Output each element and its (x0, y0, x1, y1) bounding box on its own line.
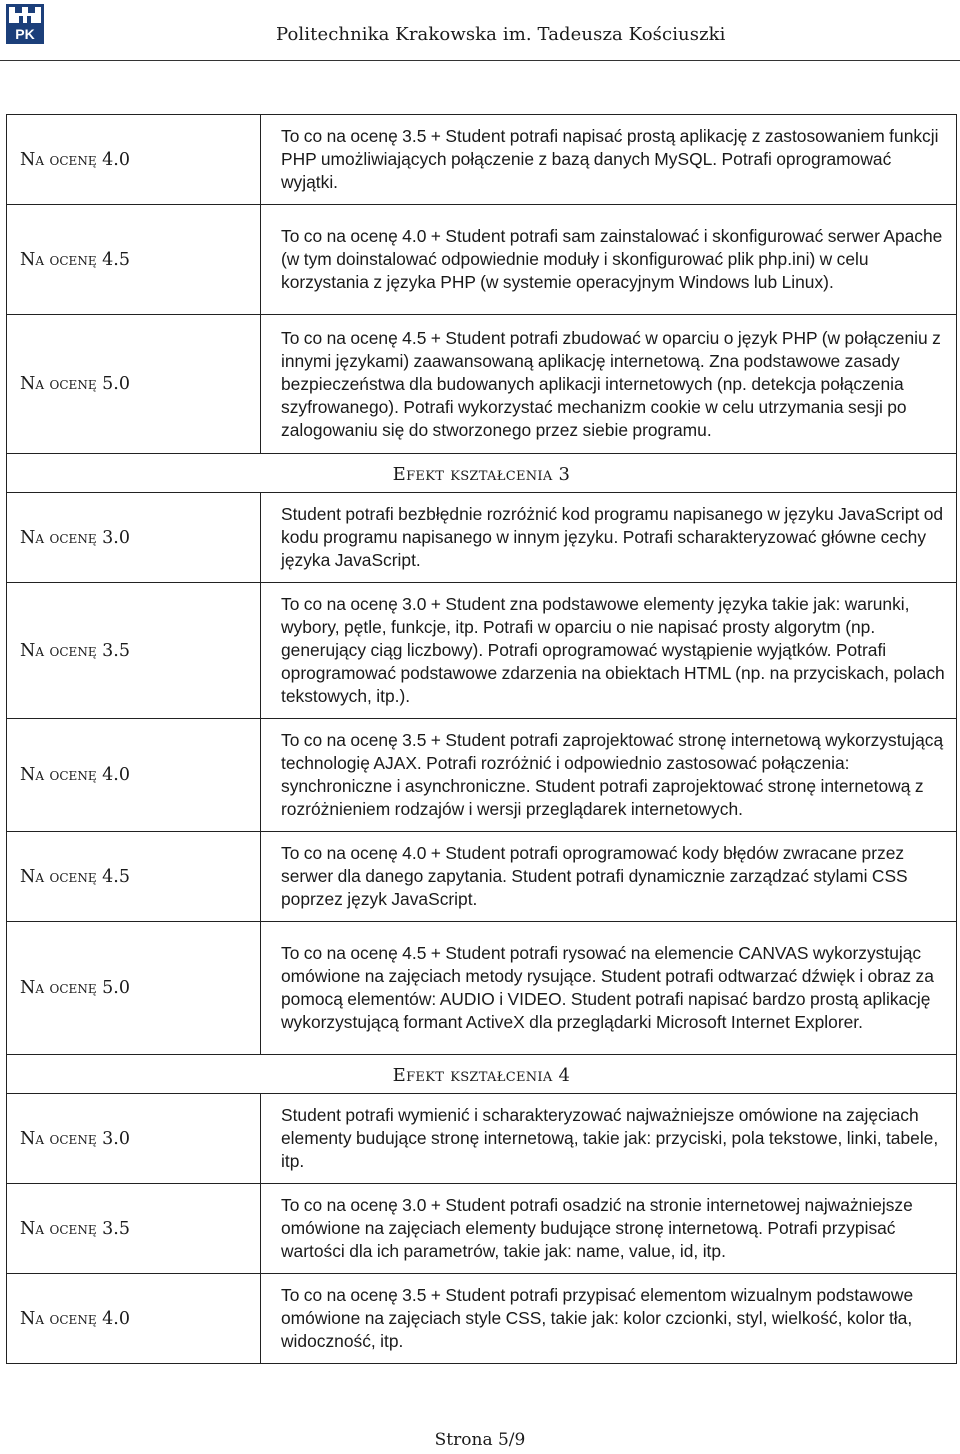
grade-label: Na ocenę 4.5 (7, 832, 261, 922)
grade-description: To co na ocenę 3.5 + Student potrafi napisać prostą aplikację z zastosowaniem funkcji PHP umożliwiających połączenie z bazą danych MySQL. Potrafi oprogramować wyjątki. (261, 115, 957, 205)
section-heading: Efekt kształcenia 3 (7, 454, 957, 493)
table-row (7, 1094, 957, 1184)
table-row (7, 315, 957, 454)
table-row (7, 922, 957, 1055)
header-title: Politechnika Krakowska im. Tadeusza Kościuszki (276, 24, 726, 45)
section-row (7, 1055, 957, 1094)
grade-description: To co na ocenę 4.5 + Student potrafi rysować na elemencie CANVAS wykorzystując omówione na zajęciach metody rysujące. Student potrafi odtwarzać dźwięk i obraz za pomocą elementów: AUDIO i VIDEO. Student potrafi napisać bardzo prostą aplikację wykorzystującą formant ActiveX dla przeglądarki Microsoft Internet Explorer. (261, 922, 957, 1055)
grade-label: Na ocenę 4.5 (7, 205, 261, 315)
grade-label: Na ocenę 3.5 (7, 583, 261, 719)
header-rule (0, 60, 960, 61)
table-row (7, 115, 957, 205)
table-row (7, 1274, 957, 1364)
grade-label: Na ocenę 3.0 (7, 493, 261, 583)
table-row (7, 719, 957, 832)
grade-description: To co na ocenę 3.5 + Student potrafi zaprojektować stronę internetową wykorzystującą technologię AJAX. Potrafi rozróżnić i odpowiednio zastosować połączenia: synchroniczne i asynchroniczne. Student potrafi zaprojektować stronę internetową z rozróżnieniem rodzajów i wersji przeglądarek internetowych. (261, 719, 957, 832)
grade-description: Student potrafi bezbłędnie rozróżnić kod programu napisanego w języku JavaScript od kodu programu napisanego w innym języku. Potrafi scharakteryzować główne cechy języka JavaScript. (261, 493, 957, 583)
grade-description: To co na ocenę 3.5 + Student potrafi przypisać elementom wizualnym podstawowe omówione na zajęciach style CSS, takie jak: kolor czcionki, styl, wielkość, kolor tła, widoczność, itp. (261, 1274, 957, 1364)
grade-label: Na ocenę 5.0 (7, 315, 261, 454)
grade-label: Na ocenę 5.0 (7, 922, 261, 1055)
table-row (7, 205, 957, 315)
grade-label: Na ocenę 4.0 (7, 719, 261, 832)
grade-description: To co na ocenę 4.0 + Student potrafi sam zainstalować i skonfigurować serwer Apache (w tym doinstalować odpowiednie moduły i skonfigurować plik php.ini) w celu korzystania z języka PHP (w systemie operacyjnym Windows lub Linux). (261, 205, 957, 315)
table-row (7, 583, 957, 719)
grade-description: To co na ocenę 4.5 + Student potrafi zbudować w oparciu o język PHP (w połączeniu z innymi językami) zaawansowaną aplikację internetową. Zna podstawowe zasady bezpieczeństwa dla budowanych aplikacji internetowych (np. detekcja połączenia szyfrowanego). Potrafi wykorzystać mechanizm cookie w celu utrzymania sesji po zalogowaniu się do stworzonego przez siebie programu. (261, 315, 957, 454)
table-row (7, 493, 957, 583)
outcomes-table (6, 114, 957, 1364)
section-heading: Efekt kształcenia 4 (7, 1055, 957, 1094)
logo-text: PK (15, 26, 35, 42)
grade-description: To co na ocenę 3.0 + Student zna podstawowe elementy języka takie jak: warunki, wybory, pętle, funkcje, itp. Potrafi w oparciu o nie napisać prosty algorytm (np. generujący ciąg liczbowy). Potrafi oprogramować wystąpienie wyjątków. Potrafi oprogramować podstawowe zdarzenia na obiektach HTML (np. na przyciskach, polach tekstowych, itp.). (261, 583, 957, 719)
grade-description: To co na ocenę 4.0 + Student potrafi oprogramować kody błędów zwracane przez serwer dla danego zapytania. Student potrafi dynamicznie zarządzać stylami CSS poprzez język JavaScript. (261, 832, 957, 922)
grade-label: Na ocenę 4.0 (7, 115, 261, 205)
university-logo (6, 4, 44, 44)
page-number: Strona 5/9 (434, 1430, 526, 1450)
section-row (7, 454, 957, 493)
grade-description: Student potrafi wymienić i scharakteryzować najważniejsze omówione na zajęciach elementy budujące stronę internetową, takie jak: przyciski, pola tekstowe, linki, tabele, itp. (261, 1094, 957, 1184)
grade-label: Na ocenę 3.0 (7, 1094, 261, 1184)
table-row (7, 832, 957, 922)
table-row (7, 1184, 957, 1274)
grade-description: To co na ocenę 3.0 + Student potrafi osadzić na stronie internetowej najważniejsze omówione na zajęciach elementy budujące stronę internetową. Potrafi przypisać wartości dla ich parametrów, takie jak: name, value, id, itp. (261, 1184, 957, 1274)
grade-label: Na ocenę 4.0 (7, 1274, 261, 1364)
grade-label: Na ocenę 3.5 (7, 1184, 261, 1274)
